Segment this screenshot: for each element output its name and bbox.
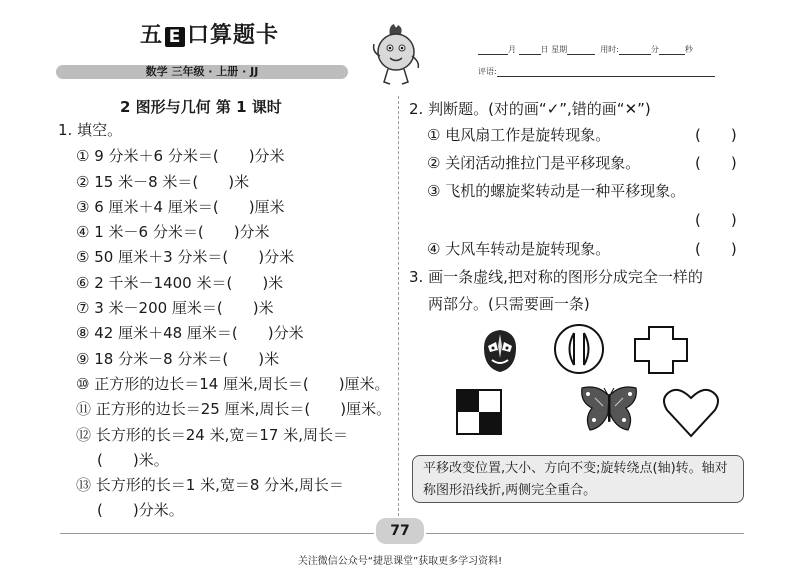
fill-item: ③ 6 厘米＋4 厘米＝( )厘米 [76,198,285,216]
comment-blank[interactable] [497,67,715,77]
week-blank[interactable] [567,45,595,55]
heart-shape-icon [661,386,721,438]
fill-item: ⑪ 正方形的边长＝25 厘米,周长＝( )厘米。 [76,400,392,418]
brand-e-logo: E [165,27,185,47]
comment-label: 评语: [478,67,497,76]
date-time-line [478,44,693,55]
answer-paren[interactable]: ( ) [695,211,737,229]
coin-shape-icon [553,323,605,375]
answer-paren[interactable]: ( ) [695,126,737,144]
comment-line [478,66,715,77]
month-blank[interactable] [478,45,508,55]
page-number: 77 [376,518,424,544]
day-label: 日 [540,45,549,54]
footer-note: 关注微信公众号“捷思课堂”获取更多学习资料! [297,556,503,567]
answer-paren[interactable]: ( ) [695,240,737,258]
fill-item: ④ 1 米－6 分米＝( )分米 [76,223,270,241]
section2-title: 2. 判断题。(对的画“✓”,错的画“✕”) [409,100,651,118]
day-blank[interactable] [519,45,541,55]
subtitle-bar: 数学 三年级 · 上册 · JJ [56,65,348,79]
answer-paren[interactable]: ( ) [695,154,737,172]
month-label: 月 [508,45,516,54]
fill-item-continued: ( )分米。 [97,501,184,519]
fill-item: ① 9 分米＋6 分米＝( )分米 [76,147,285,165]
column-divider [398,96,399,516]
brand-title [140,18,279,49]
cross-shape-icon [633,325,689,375]
judge-item: ② 关闭活动推拉门是平移现象。 [427,154,641,172]
section3-title-line2: 两部分。(只需要画一条) [428,295,590,313]
checker-square-icon [456,389,502,435]
brand-post: 口算题卡 [187,23,280,48]
fill-item-continued: ( )米。 [97,451,169,469]
judge-item: ③ 飞机的螺旋桨转动是一种平移现象。 [427,182,686,200]
tip-box: 平移改变位置,大小、方向不变;旋转绕点(轴)转。轴对称图形沿线折,两侧完全重合。 [412,455,744,503]
section3-title: 3. 画一条虚线,把对称的图形分成完全一样的 [409,268,703,286]
fill-item: ⑥ 2 千米－1400 米＝( )米 [76,274,284,292]
lesson-title: 2 图形与几何 第 1 课时 [120,98,282,116]
time-label: 用时: [600,45,619,54]
week-label: 星期 [551,45,568,54]
mascot-icon [368,22,424,88]
footer-rule-right [426,533,744,534]
fill-item: ⑦ 3 米－200 厘米＝( )米 [76,299,274,317]
minute-label: 分 [650,45,659,54]
section1-title: 1. 填空。 [58,121,123,139]
butterfly-icon [578,384,640,434]
second-label: 秒 [684,45,693,54]
fill-item: ⑩ 正方形的边长＝14 厘米,周长＝( )厘米。 [76,375,390,393]
judge-item: ④ 大风车转动是旋转现象。 [427,240,611,258]
fill-item: ⑧ 42 厘米＋48 厘米＝( )分米 [76,324,304,342]
brand-pre: 五 [140,23,164,48]
fill-item: ② 15 米－8 米＝( )米 [76,173,250,191]
footer-rule-left [60,533,374,534]
fill-item: ⑬ 长方形的长＝1 米,宽＝8 分米,周长＝ [76,476,344,494]
fill-item: ⑫ 长方形的长＝24 米,宽＝17 米,周长＝ [76,426,349,444]
minute-blank[interactable] [619,45,651,55]
judge-item: ① 电风扇工作是旋转现象。 [427,126,611,144]
opera-mask-icon [480,328,520,374]
second-blank[interactable] [659,45,685,55]
fill-item: ⑤ 50 厘米＋3 分米＝( )分米 [76,248,295,266]
fill-item: ⑨ 18 分米－8 分米＝( )米 [76,350,280,368]
